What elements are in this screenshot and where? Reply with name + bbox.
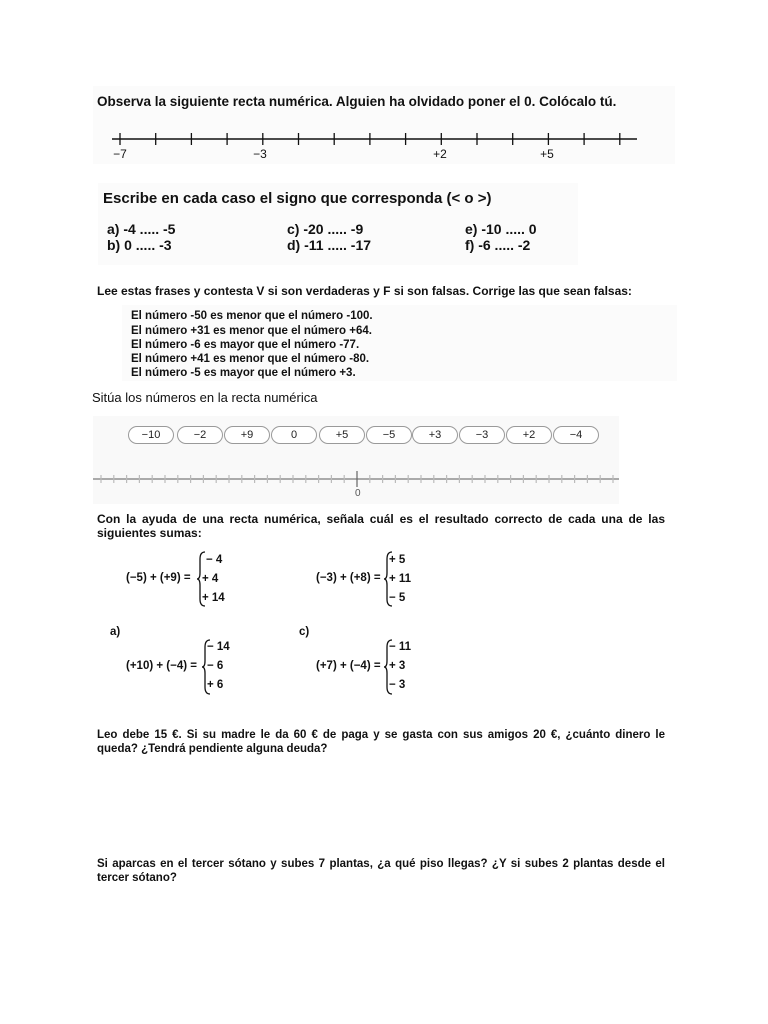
inequality-item: d) -11 ..... -17: [287, 237, 372, 253]
sum-option: − 11: [389, 641, 412, 653]
question-1-title: Observa la siguiente recta numérica. Alguien ha olvidado poner el 0. Colócalo tú.: [97, 94, 617, 109]
statement: El número +41 es menor que el número -80.: [131, 353, 370, 365]
number-line-1-label: −7: [113, 147, 127, 161]
question-2-title: Escribe en cada caso el signo que corresponda (< o >): [103, 190, 492, 207]
number-chip[interactable]: +5: [319, 426, 365, 444]
inequality-item: a) -4 ..... -5: [107, 221, 176, 237]
number-line-1-label: −3: [253, 147, 267, 161]
sum-option: + 4: [202, 573, 219, 585]
sum-expression: (+7) + (−4) =: [316, 660, 381, 672]
question-5-text: Con la ayuda de una recta numérica, señala cuál es el resultado correcto de cada una de las siguientes sumas:: [97, 512, 665, 540]
number-chip[interactable]: −10: [128, 426, 174, 444]
number-chip[interactable]: −4: [553, 426, 599, 444]
sum-expression: (+10) + (−4) =: [126, 660, 197, 672]
number-chip[interactable]: −3: [459, 426, 505, 444]
sum-option: − 4: [206, 554, 223, 566]
question-6-text: Leo debe 15 €. Si su madre le da 60 € de paga y se gasta con sus amigos 20 €, ¿cuánto dinero le queda? ¿Tendrá pendiente alguna deuda?: [97, 729, 665, 755]
number-chip[interactable]: +2: [506, 426, 552, 444]
sum-option: + 6: [207, 679, 224, 691]
sum-option: − 5: [389, 592, 406, 604]
sum-option: + 14: [202, 592, 225, 604]
exercise-label-a: a): [110, 626, 121, 638]
statement: El número -6 es mayor que el número -77.: [131, 339, 360, 351]
sum-option: + 11: [389, 573, 412, 585]
sum-option: + 3: [389, 660, 406, 672]
exercise-label-c: c): [299, 626, 310, 638]
number-line-2: [93, 470, 619, 488]
question-4-title: Sitúa los números en la recta numérica: [92, 390, 318, 405]
number-chip[interactable]: +3: [412, 426, 458, 444]
sum-expression: (−5) + (+9) =: [126, 572, 191, 584]
statement: El número -5 es mayor que el número +3.: [131, 367, 356, 379]
sum-expression: (−3) + (+8) =: [316, 572, 381, 584]
question-3-title: Lee estas frases y contesta V si son verdaderas y F si son falsas. Corrige las que sean falsas:: [97, 284, 632, 298]
inequality-item: c) -20 ..... -9: [287, 221, 364, 237]
sum-option: + 5: [389, 554, 406, 566]
number-chip[interactable]: −2: [177, 426, 223, 444]
sum-option: − 14: [207, 641, 230, 653]
inequality-item: f) -6 ..... -2: [465, 237, 531, 253]
sum-option: − 3: [389, 679, 406, 691]
inequality-item: b) 0 ..... -3: [107, 237, 172, 253]
statement: El número +31 es menor que el número +64.: [131, 325, 372, 337]
number-line-1: [110, 130, 640, 150]
inequality-item: e) -10 ..... 0: [465, 221, 537, 237]
question-7-text: Si aparcas en el tercer sótano y subes 7 plantas, ¿a qué piso llegas? ¿Y si subes 2 plantas desde el tercer sótano?: [97, 858, 665, 884]
number-line-1-label: +5: [540, 147, 554, 161]
number-chip[interactable]: +9: [224, 426, 270, 444]
number-chip[interactable]: −5: [366, 426, 412, 444]
number-line-1-label: +2: [433, 147, 447, 161]
statement: El número -50 es menor que el número -100.: [131, 310, 373, 322]
sum-option: − 6: [207, 660, 224, 672]
number-chip[interactable]: 0: [271, 426, 317, 444]
zero-label: 0: [355, 488, 361, 499]
